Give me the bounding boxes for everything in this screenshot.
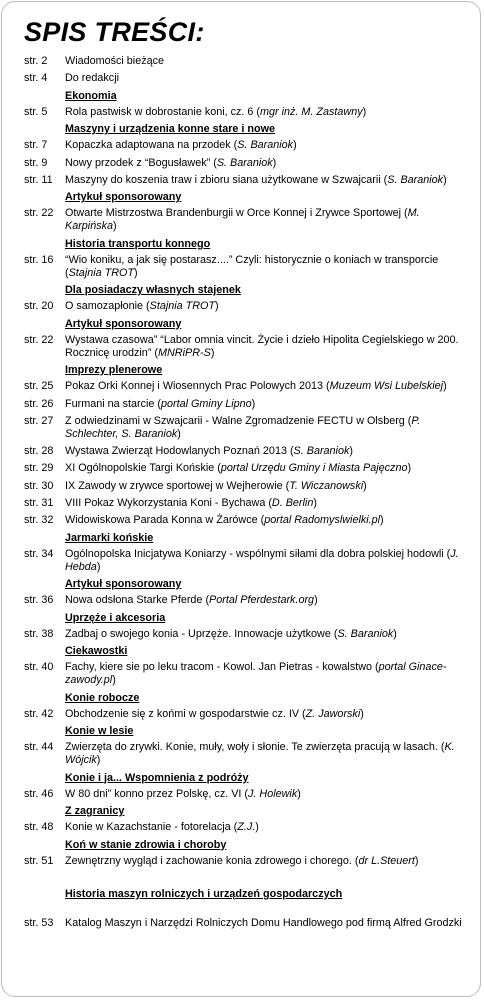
- page-number: str. 22: [24, 333, 54, 346]
- entry-text: Furmani na starcie (: [65, 397, 162, 410]
- entry-title: [65, 628, 465, 641]
- page-number: str. 30: [24, 479, 54, 492]
- table-of-contents: [2, 55, 481, 934]
- entry-author: MNRiPR-S: [158, 346, 211, 359]
- page-number: str. 9: [24, 156, 48, 169]
- section-heading: Uprzęże i akcesoria: [65, 611, 166, 624]
- entry-author: S. Baraniok: [237, 139, 294, 152]
- entry-title: [65, 741, 465, 767]
- toc-entry[interactable]: [2, 661, 481, 687]
- toc-entry[interactable]: [2, 207, 481, 233]
- toc-entry[interactable]: [2, 480, 481, 493]
- entry-text: ): [96, 560, 101, 573]
- entry-author: Z. Jaworski: [305, 707, 361, 720]
- page-number: str. 4: [24, 72, 48, 85]
- entry-text: ): [297, 787, 301, 800]
- section-heading: Historia transportu konnego: [65, 237, 211, 250]
- entry-title: [65, 72, 465, 85]
- entry-author: Stajnia TROT: [149, 300, 216, 313]
- entry-title: [65, 661, 465, 687]
- toc-entry[interactable]: [2, 628, 481, 641]
- toc-entry[interactable]: [2, 788, 481, 801]
- section-heading: Jarmarki końskie: [65, 531, 154, 544]
- page-title: SPIS TREŚCI:: [24, 17, 205, 47]
- entry-text: ): [360, 707, 364, 720]
- toc-entry[interactable]: [2, 72, 481, 85]
- entry-text: ): [272, 156, 277, 169]
- entry-title: [65, 334, 465, 360]
- page-number: str. 11: [24, 173, 53, 186]
- contents-panel: [1, 1, 481, 997]
- entry-text: Nowy przodek z “Bogusławek” (: [65, 156, 217, 169]
- entry-title: [65, 254, 465, 280]
- entry-text: Rola pastwisk w dobrostanie koni, cz. 6 (: [65, 105, 261, 118]
- entry-author: S. Baraniok: [216, 156, 273, 169]
- entry-title: [65, 462, 465, 475]
- entry-text: Wystawa Zwierząt Hodowlanych Poznań 2013 (: [65, 445, 294, 458]
- toc-entry[interactable]: [2, 254, 481, 280]
- entry-author: S. Baraniok: [387, 173, 444, 186]
- entry-text: ): [177, 427, 181, 440]
- toc-entry[interactable]: [2, 157, 481, 170]
- toc-entry[interactable]: [2, 174, 481, 187]
- entry-text: Maszyny do koszenia traw i zbioru siana użytkowane w Szwajcarii (: [65, 173, 388, 186]
- entry-text: ): [443, 173, 447, 186]
- entry-title: [65, 415, 465, 441]
- entry-text: ): [363, 479, 367, 492]
- section-heading: Artykuł sponsorowany: [65, 317, 182, 330]
- entry-title: [65, 480, 465, 493]
- entry-title: [65, 788, 465, 801]
- entry-text: W 80 dni” konno przez Polskę, cz. VI (: [65, 787, 249, 800]
- toc-entry[interactable]: [2, 398, 481, 411]
- entry-title: [65, 300, 465, 313]
- entry-text: ): [393, 627, 397, 640]
- entry-text: ): [362, 105, 367, 118]
- entry-author: J. Holewik: [248, 787, 298, 800]
- entry-text: Widowiskowa Parada Konna w Żarówce (: [65, 514, 265, 527]
- entry-text: Konie w Kazachstanie - fotorelacja (: [65, 821, 238, 834]
- section-heading: Maszyny i urządzenia konne stare i nowe: [65, 123, 276, 136]
- toc-entry[interactable]: [2, 821, 481, 834]
- entry-text: Nowa odsłona Starke Pferde (: [65, 594, 210, 607]
- toc-entry[interactable]: [2, 55, 481, 68]
- entry-text: Z odwiedzinami w Szwajcarii - Walne Zgromadzenie FECTU w Olsberg (: [65, 414, 412, 427]
- entry-text: “Wio koniku, a jak się postarasz....” Czyli: historycznie o koniach w transporcie (: [65, 253, 439, 279]
- entry-text: ): [443, 380, 447, 393]
- entry-author: K. Wójcik: [65, 741, 455, 767]
- section-heading: Ciekawostki: [65, 645, 128, 658]
- entry-text: O samozapłonie (: [65, 300, 150, 313]
- page-number: str. 20: [24, 300, 54, 313]
- toc-entry[interactable]: [2, 741, 481, 767]
- page-number: str. 5: [24, 105, 48, 118]
- page-number: str. 27: [24, 414, 54, 427]
- entry-author: P. Schlechter, S. Baraniok: [65, 414, 421, 440]
- entry-author: T. Wiczanowski: [289, 479, 364, 492]
- entry-author: J. Hebda: [65, 547, 459, 573]
- page-number: str. 29: [24, 462, 54, 475]
- entry-author: D. Berlin: [271, 497, 314, 510]
- page-number: str. 22: [24, 207, 54, 220]
- section-heading: Z zagranicy: [65, 805, 125, 818]
- toc-entry[interactable]: [2, 497, 481, 510]
- page-number: str. 34: [24, 547, 54, 560]
- page-number: str. 40: [24, 661, 54, 674]
- toc-entry[interactable]: [2, 334, 481, 360]
- entry-text: Otwarte Mistrzostwa Brandenburgii w Orce Konnej i Zrywce Sportowej (: [65, 207, 408, 220]
- entry-title: [65, 380, 465, 393]
- page-number: str. 46: [24, 787, 54, 800]
- toc-entry[interactable]: [2, 594, 481, 607]
- entry-author: S. Baraniok: [293, 445, 350, 458]
- entry-text: ): [380, 514, 384, 527]
- entry-title: [65, 445, 465, 458]
- entry-title: [65, 708, 465, 721]
- entry-text: ): [255, 821, 259, 834]
- entry-title: [65, 821, 465, 834]
- entry-text: Obchodzenie się z końmi w gospodarstwie cz. IV (: [65, 707, 306, 720]
- entry-text: XI Ogólnopolskie Targi Końskie (: [65, 462, 221, 475]
- entry-title: [65, 398, 465, 411]
- entry-text: ): [113, 220, 117, 233]
- entry-text: Katalog Maszyn i Narzędzi Rolniczych Domu Handlowego pod firmą Alfred Grodzki: [65, 916, 462, 929]
- section-heading: Ekonomia: [65, 89, 117, 102]
- entry-text: ): [314, 594, 318, 607]
- page-number: str. 25: [24, 380, 54, 393]
- toc-entry[interactable]: [2, 415, 481, 441]
- entry-author: mgr inż. M. Zastawny: [260, 105, 363, 118]
- page-number: str. 42: [24, 707, 54, 720]
- entry-title: [65, 55, 465, 68]
- page-number: str. 16: [24, 253, 54, 266]
- entry-title: [65, 157, 465, 170]
- entry-title: [65, 139, 465, 152]
- entry-text: ): [96, 754, 101, 767]
- page-number: str. 38: [24, 627, 54, 640]
- entry-title: [65, 174, 465, 187]
- entry-text: VIII Pokaz Wykorzystania Koni - Bychawa (: [65, 497, 272, 510]
- entry-text: Kopaczka adaptowana na przodek (: [65, 139, 238, 152]
- entry-title: [65, 548, 465, 574]
- entry-text: ): [407, 462, 412, 475]
- entry-text: Wiadomości bieżące: [65, 55, 165, 67]
- toc-entry[interactable]: [2, 548, 481, 574]
- entry-text: ): [313, 497, 317, 510]
- section-heading: Artykuł sponsorowany: [65, 578, 182, 591]
- entry-author: Z.J.: [237, 821, 256, 834]
- page-number: str. 7: [24, 139, 48, 152]
- page-number: str. 2: [24, 55, 48, 67]
- toc-entry[interactable]: [2, 462, 481, 475]
- section-heading: Konie w lesie: [65, 725, 134, 738]
- section-heading: Koń w stanie zdrowia i choroby: [65, 838, 227, 851]
- entry-text: ): [251, 397, 256, 410]
- entry-author: portal Gminy Lipno: [161, 397, 252, 410]
- entry-title: [65, 917, 465, 930]
- entry-text: Zwierzęta do zrywki. Konie, muły, woły i słonie. Te zwierzęta pracują w lasach. (: [65, 741, 445, 754]
- page-number: str. 28: [24, 445, 54, 458]
- toc-entry[interactable]: [2, 445, 481, 458]
- entry-author: S. Baraniok: [337, 627, 394, 640]
- entry-text: ): [293, 139, 297, 152]
- section-heading: Imprezy plenerowe: [65, 364, 163, 377]
- entry-title: [65, 497, 465, 510]
- toc-entry[interactable]: [2, 708, 481, 721]
- toc-entry[interactable]: [2, 106, 481, 119]
- toc-entry[interactable]: [2, 917, 481, 930]
- entry-title: [65, 207, 465, 233]
- section-heading: Historia maszyn rolniczych i urządzeń gospodarczych: [65, 887, 343, 900]
- entry-title: [65, 594, 465, 607]
- entry-text: ): [414, 854, 419, 867]
- page-number: str. 26: [24, 397, 54, 410]
- entry-text: Zadbaj o swojego konia - Uprzęże. Innowacje użytkowe (: [65, 627, 338, 640]
- toc-entry[interactable]: [2, 855, 481, 868]
- page-number: str. 32: [24, 514, 54, 527]
- entry-author: Stajnia TROT: [68, 266, 135, 279]
- page-number: str. 44: [24, 741, 54, 754]
- section-heading: Konie robocze: [65, 691, 140, 704]
- entry-text: Wystawa czasowa” “Labor omnia vincit. Życie i dzieło Hipolita Cegielskiego w 200. Rocznicę urodzin” (: [65, 333, 459, 359]
- section-heading: Artykuł sponsorowany: [65, 191, 182, 204]
- entry-text: IX Zawody w zrywce sportowej w Wejherowie (: [65, 479, 290, 492]
- entry-author: portal Ginace-zawody.pl: [65, 661, 447, 687]
- entry-author: M. Karpińska: [65, 207, 420, 233]
- entry-title: [65, 106, 465, 119]
- entry-text: ): [349, 445, 353, 458]
- page-number: str. 51: [24, 854, 54, 867]
- entry-text: ): [215, 300, 219, 313]
- page-number: str. 53: [24, 916, 54, 929]
- entry-text: ): [134, 266, 138, 279]
- entry-author: portal Urzędu Gminy i Miasta Pajęczno: [220, 462, 408, 475]
- entry-text: Do redakcji: [65, 72, 120, 85]
- section-heading: Konie i ja... Wspomnienia z podróży: [65, 771, 249, 784]
- entry-author: dr L.Steuert: [358, 854, 415, 867]
- entry-author: Muzeum Wsi Lubelskiej: [329, 380, 444, 393]
- entry-text: Pokaz Orki Konnej i Wiosennych Prac Polowych 2013 (: [65, 380, 330, 393]
- page-number: str. 31: [24, 497, 54, 510]
- entry-title: [65, 514, 465, 527]
- entry-text: Fachy, kiere sie po leku tracom - Kowol. Jan Pietras - kowalstwo (: [65, 661, 379, 674]
- toc-entry[interactable]: [2, 514, 481, 527]
- section-heading: Dla posiadaczy własnych stajenek: [65, 284, 241, 297]
- page-number: str. 48: [24, 821, 54, 834]
- entry-author: portal Radomyslwielki.pl: [264, 514, 381, 527]
- entry-text: ): [210, 346, 215, 359]
- entry-title: [65, 855, 465, 868]
- toc-entry[interactable]: [2, 300, 481, 313]
- entry-text: ): [112, 674, 116, 687]
- entry-text: Ogólnopolska Inicjatywa Koniarzy - wspólnymi siłami dla dobra polskiej hodowli (: [65, 547, 451, 560]
- page-number: str. 36: [24, 594, 54, 607]
- entry-author: Portal Pferdestark.org: [209, 594, 315, 607]
- toc-entry[interactable]: [2, 380, 481, 393]
- toc-entry[interactable]: [2, 139, 481, 152]
- entry-text: Zewnętrzny wygląd i zachowanie konia zdrowego i chorego. (: [65, 854, 359, 867]
